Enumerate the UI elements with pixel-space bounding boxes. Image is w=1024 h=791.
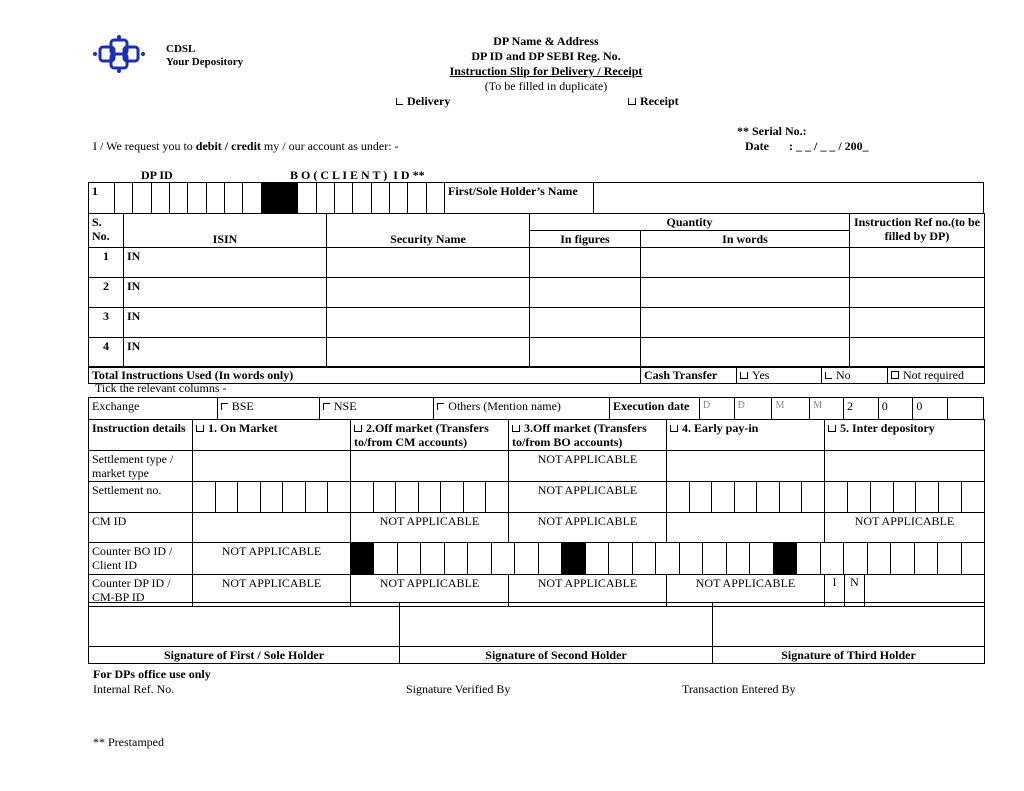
- date-year-box[interactable]: [948, 398, 984, 420]
- delivery-checkbox[interactable]: [396, 98, 403, 105]
- holder-name-label: First/Sole Holder’s Name: [445, 183, 594, 214]
- duplicate-note: (To be filled in duplicate): [484, 79, 608, 93]
- row-no: 3: [89, 308, 124, 338]
- date-value: : _ _ / _ _ / 200_: [789, 139, 869, 153]
- dp-id-box[interactable]: [151, 183, 169, 214]
- words-cell[interactable]: [641, 308, 850, 338]
- bo-id-label: B O ( C L I E N T ) I D **: [290, 168, 425, 182]
- table-row: [89, 278, 985, 308]
- cm-id-label: CM ID: [89, 513, 193, 543]
- dp-id-line: DP ID and DP SEBI Reg. No.: [471, 49, 621, 63]
- figures-cell[interactable]: [530, 278, 641, 308]
- date-year-box[interactable]: 0: [913, 398, 948, 420]
- off-market-bo-checkbox[interactable]: [512, 425, 520, 432]
- signature-table: [88, 602, 985, 664]
- figures-cell[interactable]: [530, 308, 641, 338]
- bo-id-box[interactable]: [353, 183, 371, 214]
- not-applicable: NOT APPLICABLE: [509, 575, 667, 607]
- settlement-type-field[interactable]: [351, 451, 509, 482]
- serial-no-label: ** Serial No.:: [737, 124, 807, 138]
- internal-ref-label: Internal Ref. No.: [93, 682, 175, 696]
- row-no: 1: [89, 248, 124, 278]
- counter-dp-label: Counter DP ID / CM-BP ID: [89, 575, 193, 607]
- early-payin-checkbox[interactable]: [670, 425, 678, 432]
- date-year-box[interactable]: 2: [843, 398, 878, 420]
- security-name-cell[interactable]: [327, 278, 530, 308]
- quantity-header: Quantity: [530, 214, 850, 231]
- delivery-option[interactable]: Delivery: [396, 94, 450, 109]
- off-market-bo-option[interactable]: 3.Off market (Transfers to/from BO accounts): [509, 420, 667, 451]
- off-market-cm-checkbox[interactable]: [354, 425, 362, 432]
- tick-columns-note: Tick the relevant columns -: [95, 381, 227, 395]
- on-market-option[interactable]: 1. On Market: [193, 420, 351, 451]
- id-row: [88, 182, 984, 214]
- bo-id-box[interactable]: [316, 183, 334, 214]
- exchange-label: Exchange: [89, 398, 218, 420]
- bo-id-box[interactable]: [334, 183, 352, 214]
- dp-id-box[interactable]: [115, 183, 133, 214]
- isin-cell[interactable]: IN: [124, 308, 327, 338]
- settlement-no-boxes[interactable]: [193, 482, 351, 513]
- settlement-type-field[interactable]: [193, 451, 351, 482]
- row-no: 2: [89, 278, 124, 308]
- early-payin-option[interactable]: 4. Early pay-in: [667, 420, 825, 451]
- counter-bo-boxes[interactable]: [351, 543, 985, 575]
- cm-id-field[interactable]: [193, 513, 351, 543]
- dp-id-box[interactable]: [133, 183, 151, 214]
- page-title: Instruction Slip for Delivery / Receipt: [449, 64, 643, 78]
- signature-box-first[interactable]: [89, 603, 400, 647]
- ref-cell[interactable]: [850, 278, 985, 308]
- not-applicable: NOT APPLICABLE: [351, 513, 509, 543]
- yes-checkbox[interactable]: [740, 372, 748, 379]
- signature-verified-label: Signature Verified By: [406, 682, 511, 696]
- security-name-cell[interactable]: [327, 248, 530, 278]
- not-applicable: NOT APPLICABLE: [509, 451, 667, 482]
- not-applicable: NOT APPLICABLE: [509, 482, 667, 513]
- dp-id-box[interactable]: [188, 183, 206, 214]
- dp-name-address: DP Name & Address: [493, 34, 599, 48]
- signature-box-third[interactable]: [713, 603, 985, 647]
- nse-option[interactable]: NSE: [319, 398, 433, 420]
- table-row: [89, 308, 985, 338]
- date-month-box[interactable]: M: [772, 398, 810, 420]
- table-row: [89, 338, 985, 368]
- in-words-header: In words: [641, 231, 850, 248]
- isin-cell[interactable]: IN: [124, 338, 327, 368]
- settlement-type-label: Settlement type / market type: [89, 451, 193, 482]
- receipt-option[interactable]: Receipt: [628, 94, 679, 109]
- inter-depository-checkbox[interactable]: [828, 425, 836, 432]
- counter-bo-label: Counter BO ID / Client ID: [89, 543, 193, 575]
- brand-tagline: Your Depository: [166, 56, 244, 68]
- sno-header: S. No.: [89, 214, 124, 248]
- ref-cell[interactable]: [850, 308, 985, 338]
- date-day-box[interactable]: D: [699, 398, 734, 420]
- brand-name: CDSL: [166, 43, 196, 55]
- prefix-i: I: [825, 575, 845, 606]
- cash-transfer-label: Cash Transfer: [641, 367, 737, 384]
- bse-checkbox[interactable]: [221, 403, 228, 410]
- settlement-no-boxes[interactable]: [351, 482, 509, 513]
- dp-id-box[interactable]: [206, 183, 224, 214]
- dp-id-box[interactable]: [224, 183, 242, 214]
- security-name-cell[interactable]: [327, 308, 530, 338]
- off-market-cm-option[interactable]: 2.Off market (Transfers to/from CM accounts): [351, 420, 509, 451]
- words-cell[interactable]: [641, 338, 850, 368]
- date-day-box[interactable]: D: [734, 398, 772, 420]
- signature-second-label: Signature of Second Holder: [400, 647, 713, 664]
- dp-id-box[interactable]: [169, 183, 187, 214]
- holder-name-field[interactable]: [594, 183, 984, 214]
- cm-id-field[interactable]: [667, 513, 825, 543]
- instruction-ref-header: Instruction Ref no.(to be filled by DP): [850, 214, 985, 248]
- figures-cell[interactable]: [530, 338, 641, 368]
- isin-cell[interactable]: IN: [124, 248, 327, 278]
- date-year-box[interactable]: 0: [878, 398, 913, 420]
- receipt-checkbox[interactable]: [628, 98, 636, 105]
- office-use-title: For DPs office use only: [93, 667, 211, 681]
- signature-third-label: Signature of Third Holder: [713, 647, 985, 664]
- instruction-details-table: [88, 419, 985, 607]
- settlement-no-label: Settlement no.: [89, 482, 193, 513]
- not-applicable: NOT APPLICABLE: [509, 513, 667, 543]
- footnote: ** Prestamped: [93, 735, 164, 749]
- cash-not-required-option[interactable]: Not required: [888, 367, 985, 384]
- transaction-entered-label: Transaction Entered By: [682, 682, 796, 696]
- settlement-no-boxes[interactable]: [667, 482, 825, 513]
- not-required-checkbox[interactable]: [891, 371, 899, 379]
- date-label: Date: [745, 139, 769, 153]
- separator-block: [279, 183, 297, 214]
- words-cell[interactable]: [641, 278, 850, 308]
- security-name-cell[interactable]: [327, 338, 530, 368]
- prefix-n: N: [845, 575, 865, 606]
- in-figures-header: In figures: [530, 231, 641, 248]
- on-market-checkbox[interactable]: [196, 425, 204, 432]
- bo-id-box[interactable]: [389, 183, 407, 214]
- request-line: I / We request you to debit / credit my / our account as under: -: [93, 139, 399, 153]
- settlement-no-boxes[interactable]: [825, 482, 985, 513]
- date-month-box[interactable]: M: [810, 398, 844, 420]
- settlement-type-field[interactable]: [667, 451, 825, 482]
- exchange-row: [88, 397, 984, 420]
- isin-header: ISIN: [124, 214, 327, 248]
- bo-id-box[interactable]: [371, 183, 389, 214]
- table-row: [89, 248, 985, 278]
- dp-id-label: DP ID: [141, 168, 173, 182]
- ref-cell[interactable]: [850, 338, 985, 368]
- signature-first-label: Signature of First / Sole Holder: [89, 647, 400, 664]
- no-checkbox[interactable]: [825, 372, 832, 379]
- cdsl-logo: [92, 34, 146, 74]
- separator-block: [261, 183, 279, 214]
- row-no: 4: [89, 338, 124, 368]
- bo-id-box[interactable]: [426, 183, 444, 214]
- row-number: 1: [89, 183, 115, 214]
- bse-option[interactable]: BSE: [217, 398, 319, 420]
- others-option[interactable]: Others (Mention name): [434, 398, 610, 420]
- not-applicable: NOT APPLICABLE: [667, 575, 825, 607]
- signature-box-second[interactable]: [400, 603, 713, 647]
- not-applicable: NOT APPLICABLE: [825, 513, 985, 543]
- cash-no-option[interactable]: No: [822, 367, 888, 384]
- bo-id-box[interactable]: [298, 183, 316, 214]
- total-instructions-label: Total Instructions Used (In words only): [89, 367, 641, 384]
- figures-cell[interactable]: [530, 248, 641, 278]
- inter-depository-option[interactable]: 5. Inter depository: [825, 420, 985, 451]
- instruction-details-label: Instruction details: [89, 420, 193, 451]
- execution-date-label: Execution date: [610, 398, 700, 420]
- not-applicable: NOT APPLICABLE: [193, 575, 351, 607]
- words-cell[interactable]: [641, 248, 850, 278]
- others-checkbox[interactable]: [437, 403, 444, 410]
- dp-id-box[interactable]: [243, 183, 261, 214]
- not-applicable: NOT APPLICABLE: [351, 575, 509, 607]
- isin-cell[interactable]: IN: [124, 278, 327, 308]
- cash-yes-option[interactable]: Yes: [737, 367, 822, 384]
- securities-table: [88, 213, 985, 368]
- not-applicable: NOT APPLICABLE: [193, 543, 351, 575]
- bo-id-box[interactable]: [408, 183, 426, 214]
- settlement-type-field[interactable]: [825, 451, 985, 482]
- security-name-header: Security Name: [327, 214, 530, 248]
- nse-checkbox[interactable]: [323, 403, 330, 410]
- ref-cell[interactable]: [850, 248, 985, 278]
